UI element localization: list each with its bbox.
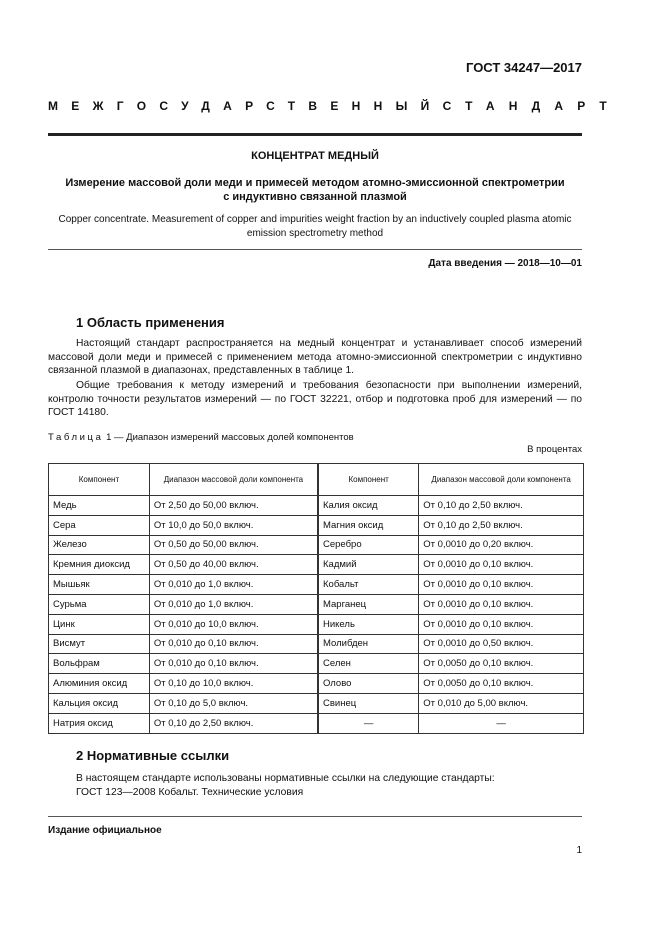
gost-code: ГОСТ 34247—2017 <box>466 60 582 75</box>
table-cell: Серебро <box>318 535 419 555</box>
table-cell: Железо <box>49 535 150 555</box>
top-rule <box>48 133 582 136</box>
table-cell: Кремния диоксид <box>49 555 150 575</box>
section-1-heading: 1 Область применения <box>76 315 225 330</box>
table-row <box>49 693 584 713</box>
table-cell: Натрия оксид <box>49 713 150 733</box>
standard-word: СТАНДАРТ <box>442 99 621 113</box>
table-row <box>49 515 584 535</box>
table-cell: От 0,10 до 10,0 включ. <box>149 674 318 694</box>
table-units: В процентах <box>527 444 582 455</box>
table-caption <box>48 432 354 443</box>
table-cell: Кобальт <box>318 575 419 595</box>
subtitle-line: с индуктивно связанной плазмой <box>223 191 407 203</box>
table-cell: Калия оксид <box>318 496 419 516</box>
table-cell: От 0,0050 до 0,10 включ. <box>419 674 584 694</box>
table-cell: От 0,0010 до 0,50 включ. <box>419 634 584 654</box>
table-cell: Медь <box>49 496 150 516</box>
section-1-paragraph-2: Общие требования к методу измерений и требования безопасности при выполнении измерений, контролю точности результатов измерений — по ГОСТ 32221, отбор и подготовка проб для измерений — по ГОСТ 14180. <box>48 380 582 419</box>
table-cell: Свинец <box>318 693 419 713</box>
english-title-line: emission spectrometry method <box>246 228 384 239</box>
english-title <box>48 213 582 241</box>
table-row <box>49 674 584 694</box>
table-row <box>49 496 584 516</box>
table-row <box>49 713 584 733</box>
table-header-row <box>49 464 584 496</box>
title-separator-rule <box>48 249 582 250</box>
table-cell: От 10,0 до 50,0 включ. <box>149 515 318 535</box>
table-cell: Магния оксид <box>318 515 419 535</box>
table-caption-label: Таблица <box>48 432 104 443</box>
table-cell: От 0,0010 до 0,10 включ. <box>419 614 584 634</box>
english-title-line: Copper concentrate. Measurement of copper and impurities weight fraction by an inductively coupled plasma atomic <box>58 214 572 225</box>
table-cell: От 0,010 до 0,10 включ. <box>149 654 318 674</box>
official-edition-label: Издание официальное <box>48 825 162 836</box>
column-header: Диапазон массовой доли компонента <box>419 464 584 496</box>
table-cell: От 0,10 до 2,50 включ. <box>419 496 584 516</box>
table-cell: Олово <box>318 674 419 694</box>
table-row <box>49 594 584 614</box>
table-cell: От 0,0010 до 0,20 включ. <box>419 535 584 555</box>
section-1-paragraph-1: Настоящий стандарт распространяется на медный концентрат и устанавливает способ измерений массовой доли меди и примесей с применением метода атомно-эмиссионной спектрометрии с индуктивно связанной плазмой в диапазонах, представленных в таблице 1. <box>48 338 582 377</box>
table-cell: От 0,50 до 50,00 включ. <box>149 535 318 555</box>
table-cell: От 0,10 до 2,50 включ. <box>149 713 318 733</box>
table-row <box>49 634 584 654</box>
table-cell: От 0,010 до 1,0 включ. <box>149 594 318 614</box>
table-cell: Вольфрам <box>49 654 150 674</box>
document-title: КОНЦЕНТРАТ МЕДНЫЙ <box>251 150 379 162</box>
interstate-standard-banner <box>48 99 621 117</box>
table-cell: Сера <box>49 515 150 535</box>
table-cell: Алюминия оксид <box>49 674 150 694</box>
table-cell: От 0,010 до 10,0 включ. <box>149 614 318 634</box>
table-cell: От 0,010 до 5,00 включ. <box>419 693 584 713</box>
table-cell: — <box>419 713 584 733</box>
table-cell: От 0,50 до 40,00 включ. <box>149 555 318 575</box>
table-row <box>49 535 584 555</box>
section-2-heading: 2 Нормативные ссылки <box>76 748 230 763</box>
subtitle-line: Измерение массовой доли меди и примесей методом атомно-эмиссионной спектрометрии <box>65 177 565 189</box>
column-header: Компонент <box>318 464 419 496</box>
interstate-word: МЕЖГОСУДАРСТВЕННЫЙ <box>48 99 443 113</box>
section-2-line-1: В настоящем стандарте использованы нормативные ссылки на следующие стандарты: <box>76 773 495 784</box>
table-cell: Молибден <box>318 634 419 654</box>
footer-rule <box>48 816 582 817</box>
table-cell: — <box>318 713 419 733</box>
table-cell: Висмут <box>49 634 150 654</box>
table-row <box>49 614 584 634</box>
table-cell: Никель <box>318 614 419 634</box>
table-cell: От 0,0010 до 0,10 включ. <box>419 555 584 575</box>
effective-date: Дата введения — 2018—10—01 <box>428 258 582 269</box>
column-header: Компонент <box>49 464 150 496</box>
section-2-line-2: ГОСТ 123—2008 Кобальт. Технические условия <box>76 787 304 798</box>
column-header: Диапазон массовой доли компонента <box>149 464 318 496</box>
table-cell: От 0,0010 до 0,10 включ. <box>419 594 584 614</box>
table-cell: Кадмий <box>318 555 419 575</box>
table-cell: От 0,010 до 1,0 включ. <box>149 575 318 595</box>
table-caption-text: 1 — Диапазон измерений массовых долей компонентов <box>106 432 354 443</box>
table-cell: От 0,10 до 2,50 включ. <box>419 515 584 535</box>
table-cell: Марганец <box>318 594 419 614</box>
table-cell: От 0,0050 до 0,10 включ. <box>419 654 584 674</box>
table-cell: От 0,10 до 5,0 включ. <box>149 693 318 713</box>
table-cell: От 2,50 до 50,00 включ. <box>149 496 318 516</box>
document-subtitle <box>48 176 582 204</box>
table-cell: Сурьма <box>49 594 150 614</box>
table-cell: От 0,010 до 0,10 включ. <box>149 634 318 654</box>
page-number: 1 <box>576 845 582 856</box>
table-cell: Селен <box>318 654 419 674</box>
table-cell: Цинк <box>49 614 150 634</box>
table-cell: Мышьяк <box>49 575 150 595</box>
component-ranges-table <box>48 463 584 734</box>
table-row <box>49 555 584 575</box>
table-cell: От 0,0010 до 0,10 включ. <box>419 575 584 595</box>
table-cell: Кальция оксид <box>49 693 150 713</box>
table-row <box>49 575 584 595</box>
table-row <box>49 654 584 674</box>
